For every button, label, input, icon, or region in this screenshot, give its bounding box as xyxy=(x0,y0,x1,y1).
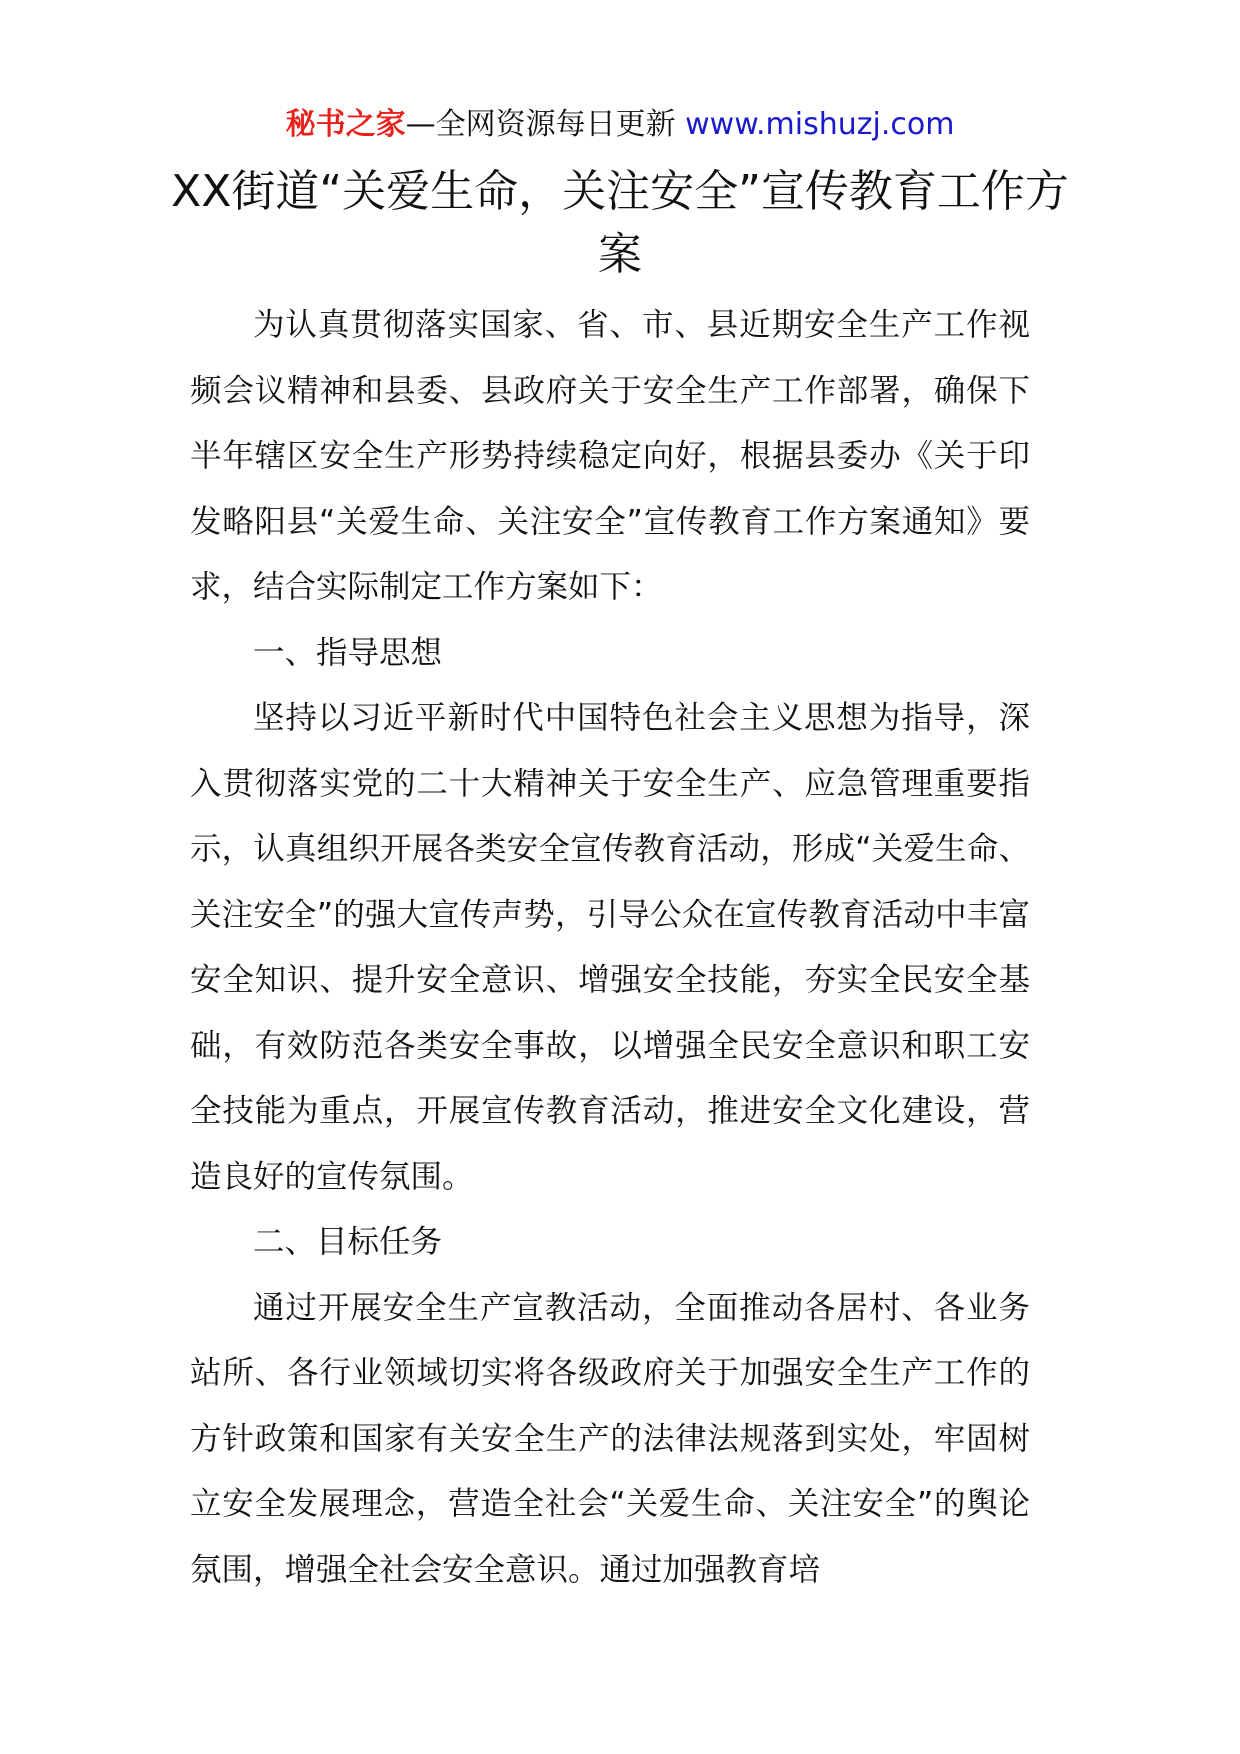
site-url-link[interactable]: www.mishuzj.com xyxy=(685,107,955,142)
guiding-ideology-paragraph: 坚持以习近平新时代中国特色社会主义思想为指导，深入贯彻落实党的二十大精神关于安全生产、应急管理重要指示，认真组织开展各类安全宣传教育活动，形成“关爱生命、关注安全”的强大宣传声势，引导公众在宣传教育活动中丰富安全知识、提升安全意识、增强安全技能，夯实全民安全基础，有效防范各类安全事故，以增强全民安全意识和职工安全技能为重点，开展宣传教育活动，推进安全文化建设，营造良好的宣传氛围。 xyxy=(190,700,1030,1195)
site-header xyxy=(0,100,1240,150)
objectives-paragraph: 通过开展安全生产宣教活动，全面推动各居村、各业务站所、各行业领域切实将各级政府关于加强安全生产工作的方针政策和国家有关安全生产的法律法规落到实处，牢固树立安全发展理念，营造全社会“关爱生命、关注安全”的舆论氛围，增强全社会安全意识。通过加强教育培 xyxy=(190,1289,1030,1588)
section-heading-guiding-ideology: 一、指导思想 xyxy=(253,634,443,671)
document-body xyxy=(190,293,1030,1603)
document-title: XX街道“关爱生命，关注安全”宣传教育工作方案 xyxy=(171,166,1069,280)
header-tagline: —全网资源每日更新 xyxy=(405,107,676,142)
intro-paragraph: 为认真贯彻落实国家、省、市、县近期安全生产工作视频会议精神和县委、县政府关于安全生产工作部署，确保下半年辖区安全生产形势持续稳定向好，根据县委办《关于印发略阳县“关爱生命、关注安全”宣传教育工作方案通知》要求，结合实际制定工作方案如下： xyxy=(190,307,1030,605)
brand-name: 秘书之家 xyxy=(285,107,406,142)
section-heading-objectives: 二、目标任务 xyxy=(253,1224,443,1260)
